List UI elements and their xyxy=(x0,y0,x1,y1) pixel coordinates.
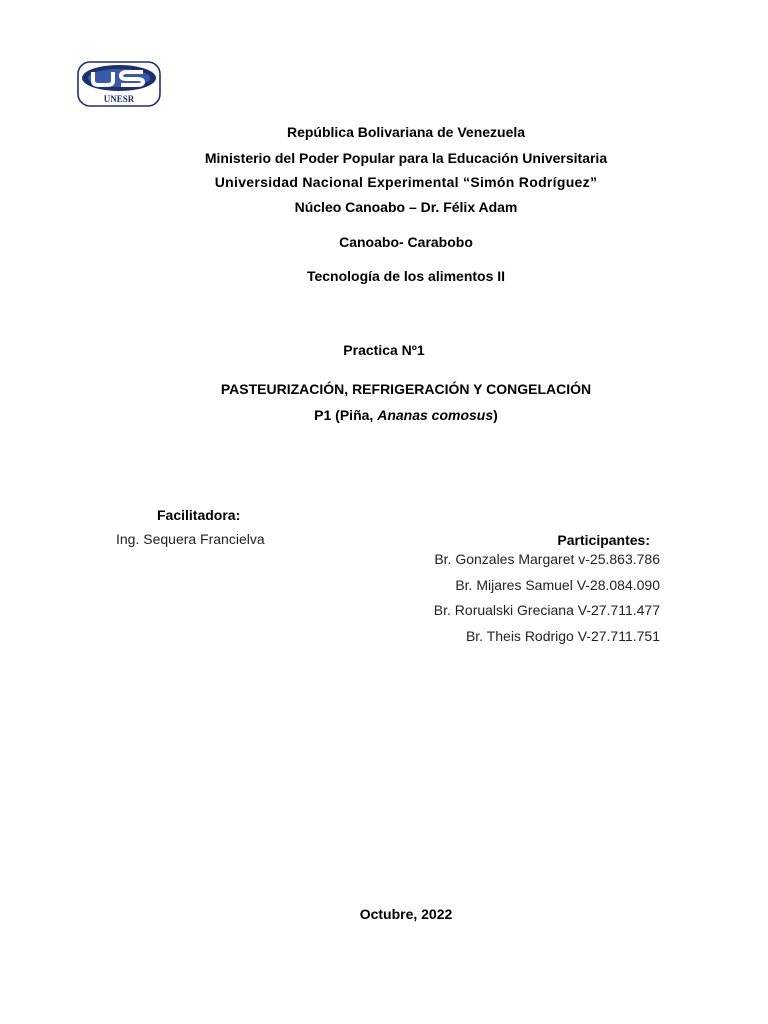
participant-item: Br. Gonzales Margaret v-25.863.786 xyxy=(434,551,660,567)
logo-text: UNESR xyxy=(103,94,135,104)
facilitator-name: Ing. Sequera Francielva xyxy=(116,531,265,547)
participant-item: Br. Theis Rodrigo V-27.711.751 xyxy=(465,627,660,644)
document-date: Octubre, 2022 xyxy=(359,906,453,922)
header-ministry: Ministerio del Poder Popular para la Educación Universitaria xyxy=(204,150,608,166)
facilitator-label: Facilitadora: xyxy=(157,507,241,523)
practice-number: Practica Nº1 xyxy=(343,342,425,358)
subtitle-prefix: P1 (Piña, xyxy=(314,407,378,423)
subtitle-species: Ananas comosus xyxy=(377,407,494,423)
header-republic: República Bolivariana de Venezuela xyxy=(286,124,526,140)
unesr-logo xyxy=(77,61,161,107)
practice-title: PASTEURIZACIÓN, REFRIGERACIÓN Y CONGELACIÓN xyxy=(220,381,592,397)
participants-list xyxy=(434,547,660,649)
header-nucleus: Núcleo Canoabo – Dr. Félix Adam xyxy=(294,199,518,215)
subtitle-suffix: ) xyxy=(493,407,498,423)
header-university: Universidad Nacional Experimental “Simón Rodríguez” xyxy=(214,174,598,190)
header-location: Canoabo- Carabobo xyxy=(339,234,473,250)
participants-label: Participantes: xyxy=(557,532,650,548)
participant-item: Br. Mijares Samuel V-28.084.090 xyxy=(455,576,660,593)
practice-subtitle xyxy=(0,406,768,424)
header-course: Tecnología de los alimentos II xyxy=(306,268,506,284)
participant-item: Br. Rorualski Greciana V-27.711.477 xyxy=(433,602,660,618)
